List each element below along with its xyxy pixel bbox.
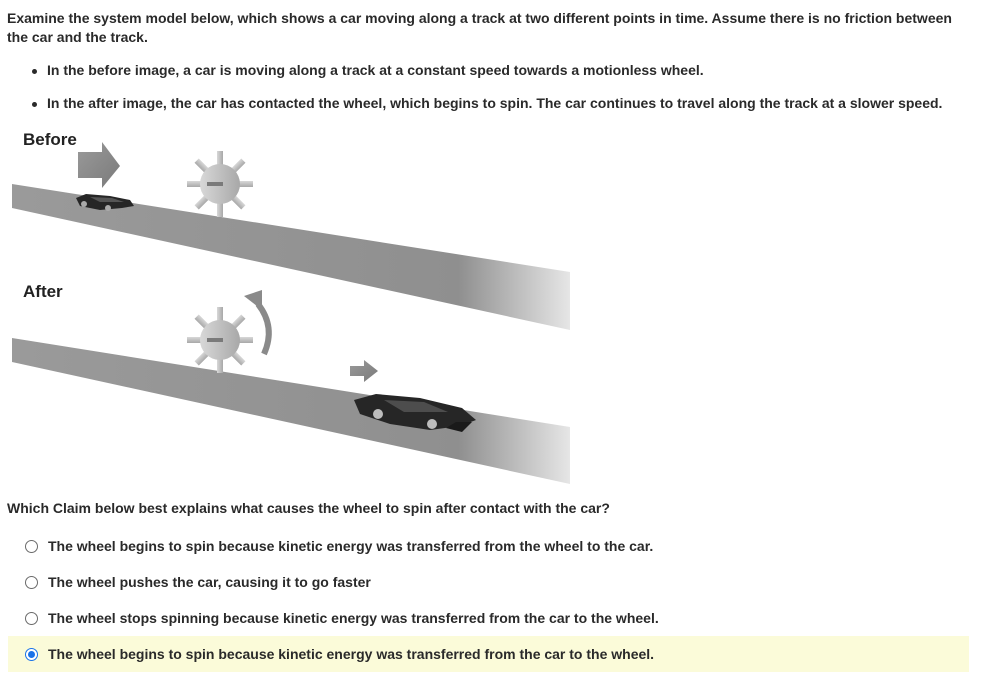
answer-option-1[interactable]: [8, 528, 969, 564]
after-label: After: [23, 282, 63, 301]
answer-options: [8, 528, 969, 672]
bullet-after: In the after image, the car has contacted the wheel, which begins to spin. The car continues to travel along the track at a slower speed.: [28, 94, 942, 127]
after-track: [12, 338, 570, 484]
intro-text: Examine the system model below, which shows a car moving along a track at two different points in time. Assume there is no friction between the car and the track.: [7, 10, 952, 45]
before-motion-arrow: [78, 142, 120, 188]
rotation-arrow-icon: [244, 290, 269, 354]
after-wheel-icon: [187, 307, 253, 373]
answer-option-3-label: The wheel stops spinning because kinetic energy was transferred from the car to the wheel.: [48, 610, 659, 626]
radio-button-1[interactable]: [25, 540, 38, 553]
after-motion-arrow: [350, 360, 378, 382]
answer-option-2-label: The wheel pushes the car, causing it to go faster: [48, 574, 371, 590]
system-model-figure: [0, 122, 590, 492]
radio-button-4[interactable]: [25, 648, 38, 661]
before-label: Before: [23, 130, 77, 149]
answer-option-4-label: The wheel begins to spin because kinetic energy was transferred from the car to the wheel.: [48, 646, 655, 662]
bullet-list: [28, 61, 942, 127]
answer-option-4[interactable]: [8, 636, 969, 672]
bullet-before: In the before image, a car is moving along a track at a constant speed towards a motionless wheel.: [28, 61, 942, 94]
question-text: Which Claim below best explains what causes the wheel to spin after contact with the car?: [7, 500, 610, 516]
answer-option-1-label: The wheel begins to spin because kinetic energy was transferred from the wheel to the car.: [48, 538, 654, 554]
radio-button-2[interactable]: [25, 576, 38, 589]
radio-button-3[interactable]: [25, 612, 38, 625]
before-wheel-icon: [187, 151, 253, 217]
answer-option-3[interactable]: [8, 600, 969, 636]
answer-option-2[interactable]: [8, 564, 969, 600]
